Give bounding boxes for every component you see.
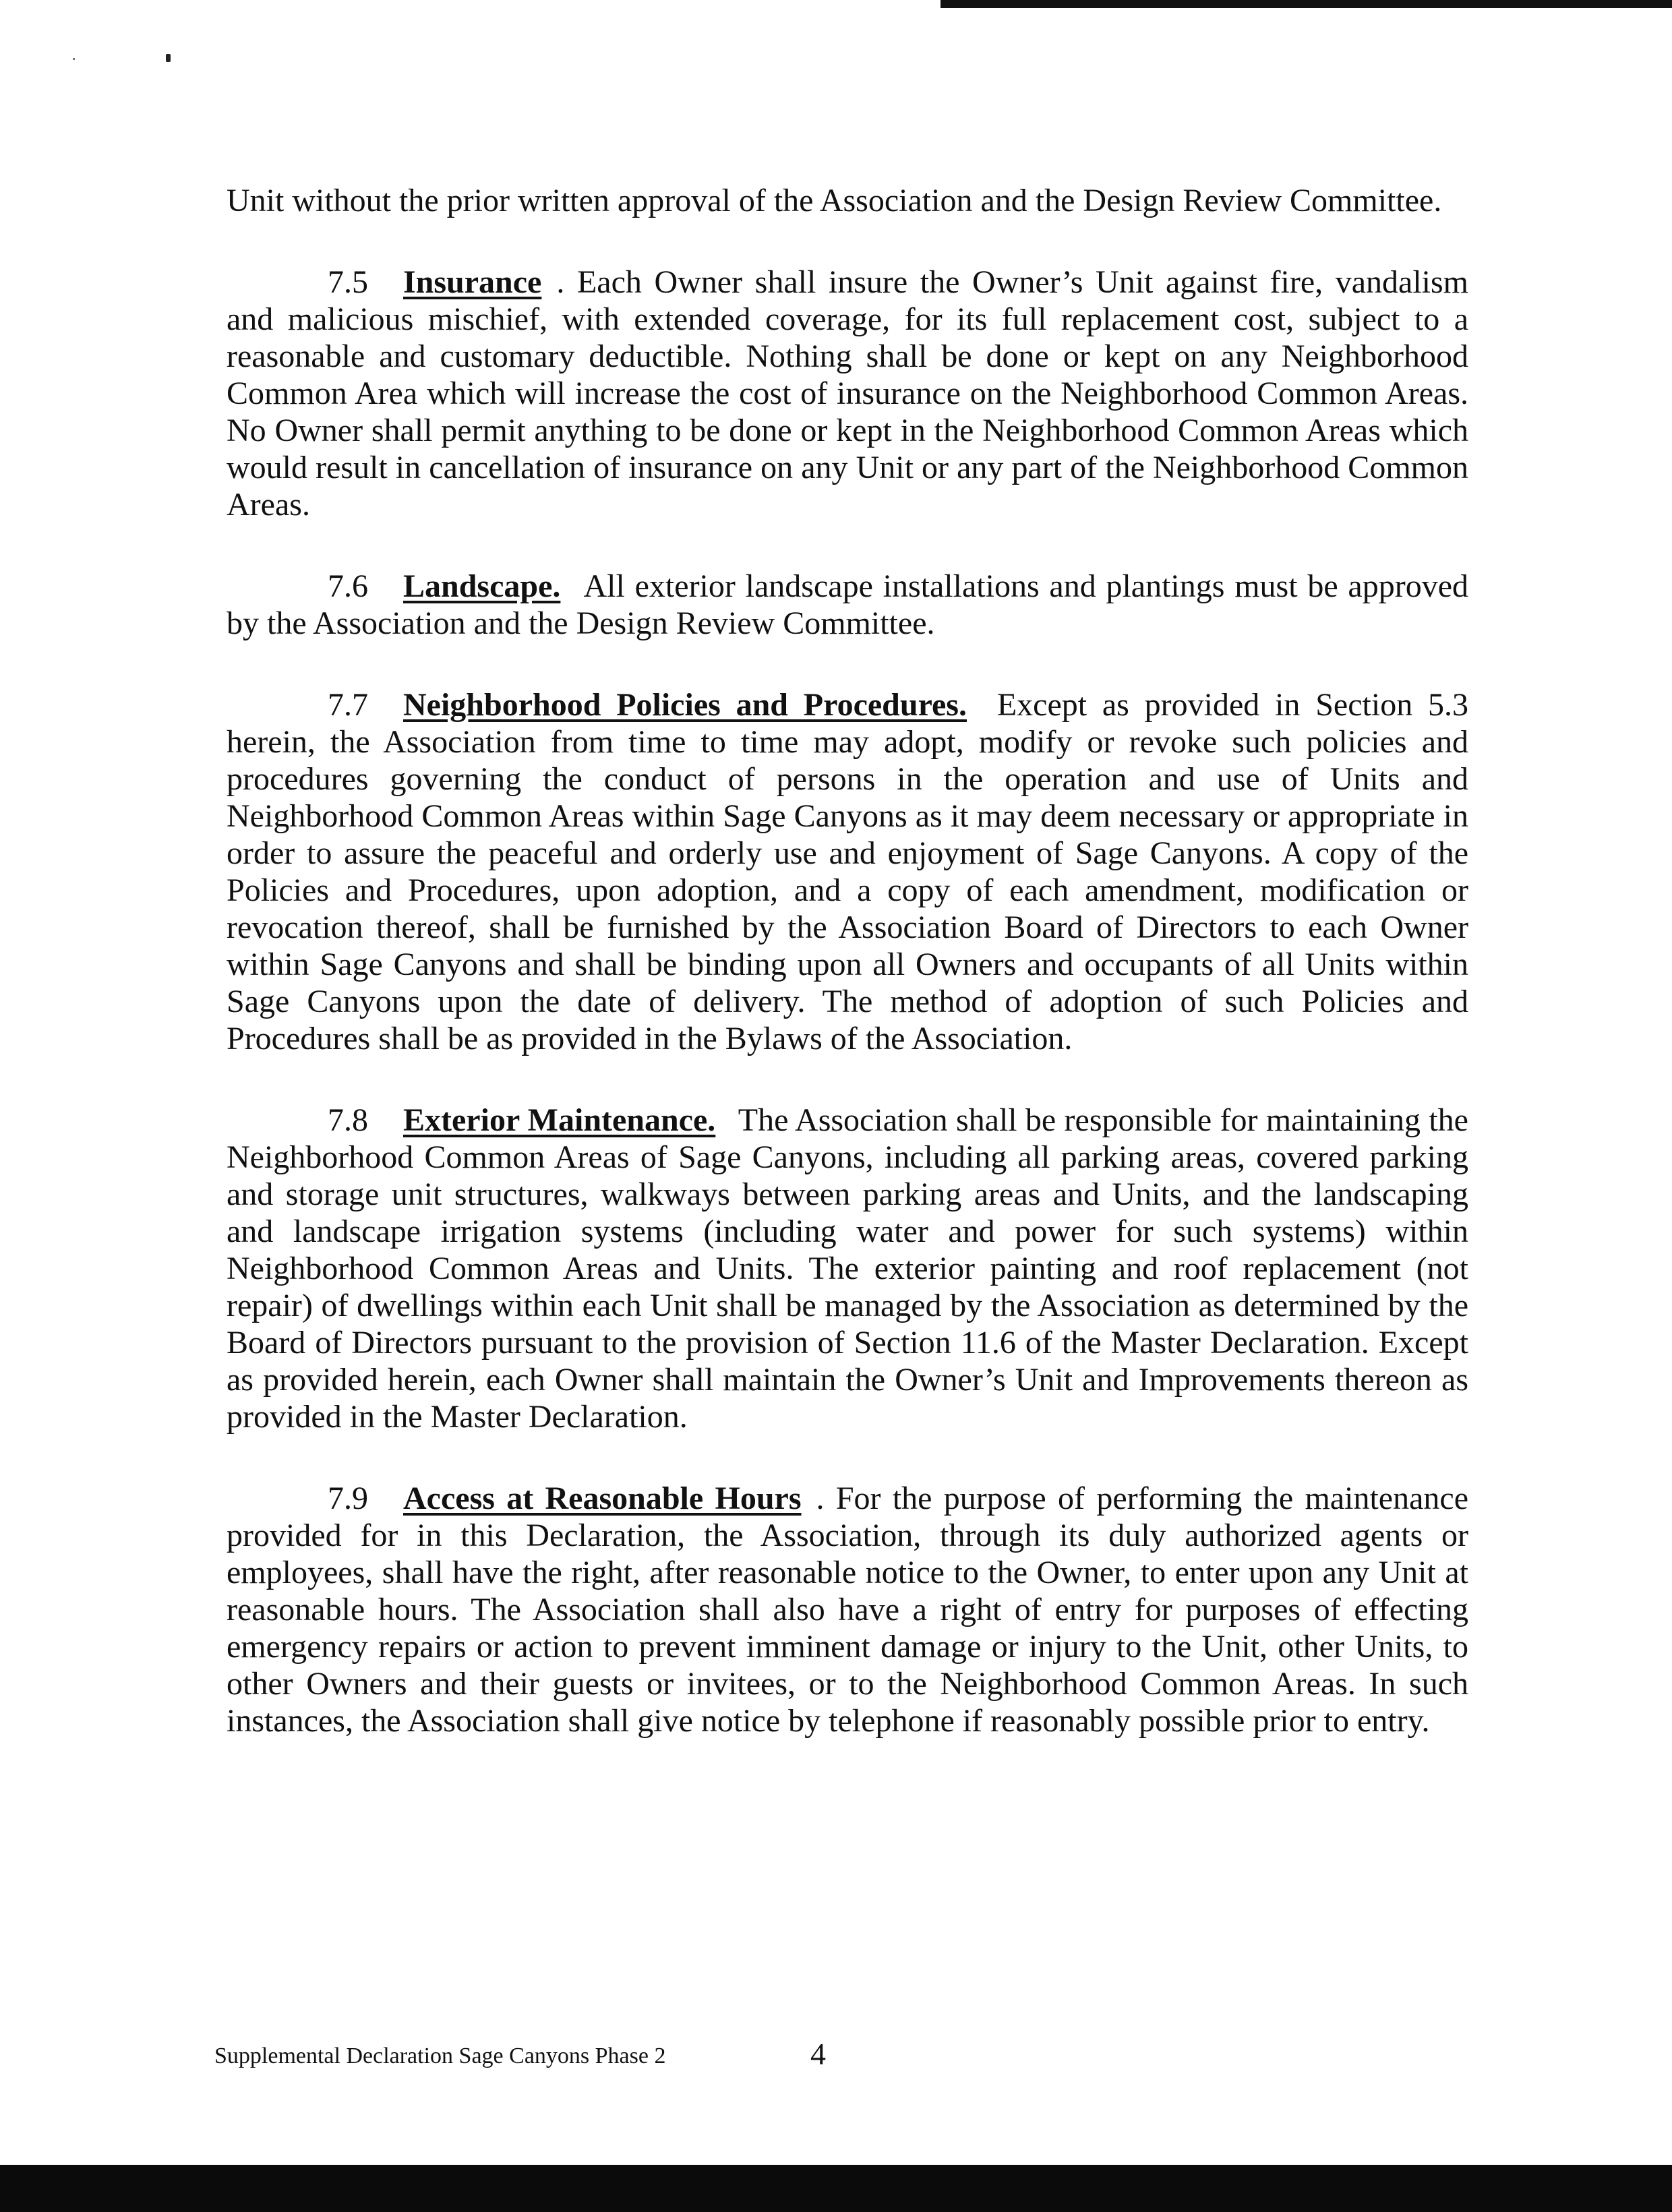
section-text: All exterior landscape installations and plantings must be approved by the Association and the Design Review Committee. xyxy=(227,568,1468,641)
section-7-7 xyxy=(227,686,1468,1057)
section-number: 7.9 xyxy=(328,1481,368,1516)
heading-suffix: . xyxy=(816,1481,825,1516)
document-body xyxy=(227,182,1468,1784)
section-heading: Neighborhood Policies and Procedures. xyxy=(403,687,967,723)
section-heading: Landscape. xyxy=(403,568,561,604)
section-7-5 xyxy=(227,264,1468,523)
section-heading: Access at Reasonable Hours xyxy=(403,1481,802,1516)
section-text: Each Owner shall insure the Owner’s Unit against fire, vandalism and malicious mischief, with extended coverage, for its full replacement cost, subject to a reasonable and customary deductible. Nothing shall be done or kept on any Neighborhood Common Area which will increase the cost of insurance on the Neighborhood Common Areas. No Owner shall permit anything to be done or kept in the Neighborhood Common Areas which would result in cancellation of insurance on any Unit or any part of the Neighborhood Common Areas. xyxy=(227,264,1469,522)
section-number: 7.5 xyxy=(328,264,368,300)
section-text: Except as provided in Section 5.3 herein, the Association from time to time may adopt, modify or revoke such policies and procedures governing the conduct of persons in the operation and use of Units and Neighborhood Common Areas within Sage Canyons as it may deem necessary or appropriate in order to assure the peaceful and orderly use and enjoyment of Sage Canyons. A copy of the Policies and Procedures, upon adoption, and a copy of each amendment, modification or revocation thereof, shall be furnished by the Association Board of Directors to each Owner within Sage Canyons and shall be binding upon all Owners and occupants of all Units within Sage Canyons upon the date of delivery. The method of adoption of such Policies and Procedures shall be as provided in the Bylaws of the Association. xyxy=(227,687,1469,1056)
footer-title: Supplemental Declaration Sage Canyons Phase 2 xyxy=(214,2043,666,2068)
section-7-6 xyxy=(227,568,1468,642)
section-text: For the purpose of performing the maintenance provided for in this Declaration, the Association, through its duly authorized agents or employees, shall have the right, after reasonable notice to the Owner, to enter upon any Unit at reasonable hours. The Association shall also have a right of entry for purposes of effecting emergency repairs or action to prevent imminent damage or injury to the Unit, other Units, to other Owners and their guests or invitees, or to the Neighborhood Common Areas. In such instances, the Association shall give notice by telephone if reasonably possible prior to entry. xyxy=(227,1481,1469,1739)
intro-paragraph: Unit without the prior written approval of the Association and the Design Review Committee. xyxy=(227,183,1442,218)
section-number: 7.6 xyxy=(328,568,368,604)
section-number: 7.7 xyxy=(328,687,368,723)
section-number: 7.8 xyxy=(328,1102,368,1138)
section-text: The Association shall be responsible for maintaining the Neighborhood Common Areas of Sage Canyons, including all parking areas, covered parking and storage unit structures, walkways between parking areas and Units, and the landscaping and landscape irrigation systems (including water and power for such systems) within Neighborhood Common Areas and Units. The exterior painting and roof replacement (not repair) of dwellings within each Unit shall be managed by the Association as determined by the Board of Directors pursuant to the provision of Section 11.6 of the Master Declaration. Except as provided herein, each Owner shall maintain the Owner’s Unit and Improvements thereon as provided in the Master Declaration. xyxy=(227,1102,1468,1435)
heading-suffix: . xyxy=(556,264,565,300)
section-heading: Exterior Maintenance. xyxy=(403,1102,716,1138)
scan-bottom-edge xyxy=(0,2165,1672,2212)
section-7-9 xyxy=(227,1480,1468,1739)
page-number: 4 xyxy=(810,2037,826,2071)
scan-speck xyxy=(166,54,171,62)
scan-top-edge xyxy=(940,0,1672,8)
scan-speck-small xyxy=(73,58,75,60)
section-7-8 xyxy=(227,1102,1468,1435)
section-heading: Insurance xyxy=(403,264,542,300)
